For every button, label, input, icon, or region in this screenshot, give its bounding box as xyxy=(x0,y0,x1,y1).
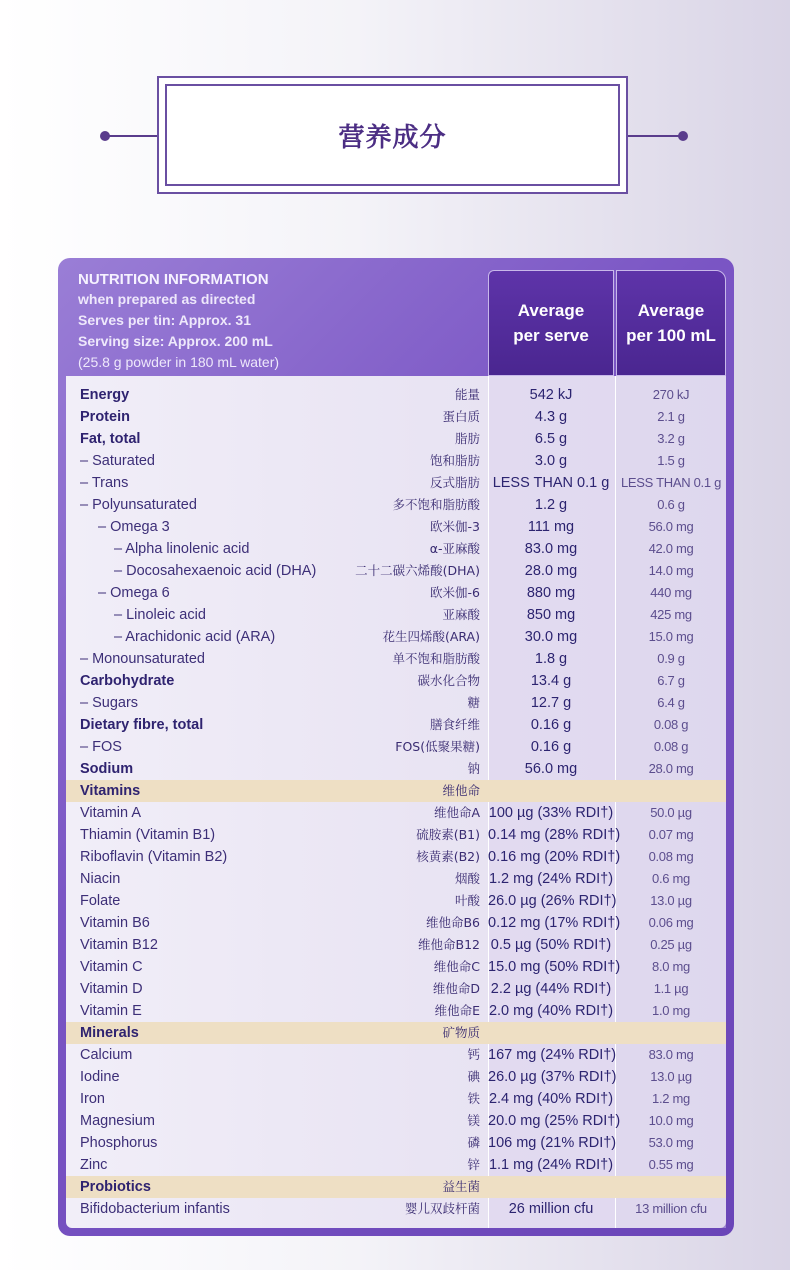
per-serve-value: 26 million cfu xyxy=(508,1201,594,1217)
nutrient-name: Dietary fibre, total xyxy=(80,717,204,733)
per-serve-value: 26.0 µg (26% RDI†) xyxy=(488,893,617,909)
per-serve-value: 0.16 mg (20% RDI†) xyxy=(488,849,621,865)
table-row xyxy=(66,1110,726,1132)
nutrient-name: Folate xyxy=(80,893,121,909)
table-row xyxy=(66,736,726,758)
per-100ml-value: 1.0 mg xyxy=(652,1003,690,1018)
per-serve-value: 880 mg xyxy=(526,585,576,601)
per-serve-value: 1.2 mg (24% RDI†) xyxy=(488,871,614,887)
per-100ml-value: LESS THAN 0.1 g xyxy=(620,475,722,490)
panel-header xyxy=(78,270,478,373)
nutrient-name: Minerals xyxy=(80,1025,139,1041)
nutrient-name-cn: 多不饱和脂肪酸 xyxy=(392,497,480,512)
nutrient-name-cn: 维他命 xyxy=(442,783,480,798)
page-title: 营养成分 xyxy=(338,122,447,153)
column-header-per-serve xyxy=(488,270,614,376)
nutrient-name-cn: 钠 xyxy=(467,761,480,776)
table-row xyxy=(66,956,726,978)
column-header-line: per serve xyxy=(513,326,589,345)
per-100ml-value: 0.25 µg xyxy=(650,937,692,952)
table-row xyxy=(66,846,726,868)
divider xyxy=(104,135,160,137)
nutrient-name-cn: 婴儿双歧杆菌 xyxy=(404,1201,480,1216)
nutrient-name-cn: 欧米伽-3 xyxy=(430,519,480,534)
nutrient-name: Vitamins xyxy=(80,783,141,799)
table-row xyxy=(66,1088,726,1110)
nutrient-name-cn: 维他命B6 xyxy=(425,915,480,930)
serving-size: Serving size: Approx. 200 mL xyxy=(78,333,273,349)
table-row xyxy=(66,978,726,1000)
nutrient-name: Thiamin (Vitamin B1) xyxy=(80,827,216,843)
nutrient-name-cn: 维他命B12 xyxy=(418,937,480,952)
nutrient-name-cn: 铁 xyxy=(467,1091,480,1106)
panel-heading: NUTRITION INFORMATION xyxy=(78,271,269,288)
per-serve-value: 13.4 g xyxy=(530,673,572,689)
nutrient-name: Sodium xyxy=(80,761,134,777)
nutrient-name: Zinc xyxy=(80,1157,108,1173)
nutrient-name-cn: 叶酸 xyxy=(454,893,480,908)
per-serve-value: 12.7 g xyxy=(530,695,572,711)
nutrient-name-cn: 维他命D xyxy=(432,981,480,996)
per-serve-value: 0.12 mg (17% RDI†) xyxy=(488,915,621,931)
per-100ml-value: 6.4 g xyxy=(657,695,685,710)
nutrient-name: – Omega 6 xyxy=(98,585,170,601)
per-100ml-value: 0.55 mg xyxy=(648,1157,694,1172)
per-100ml-value: 13.0 µg xyxy=(650,1069,692,1084)
per-100ml-value: 8.0 mg xyxy=(652,959,690,974)
nutrient-name-cn: 硫胺素(B1) xyxy=(416,827,480,842)
per-100ml-value: 15.0 mg xyxy=(648,629,694,644)
per-serve-value: 4.3 g xyxy=(534,409,568,425)
table-row xyxy=(66,890,726,912)
table-row xyxy=(66,912,726,934)
nutrient-name-cn: 维他命C xyxy=(433,959,480,974)
nutrient-name-cn: 反式脂肪 xyxy=(429,475,480,490)
title-section xyxy=(0,0,790,230)
nutrient-name: – Docosahexaenoic acid (DHA) xyxy=(114,563,317,579)
per-100ml-value: 1.5 g xyxy=(657,453,685,468)
per-100ml-value: 0.08 g xyxy=(653,717,689,732)
per-100ml-value: 0.9 g xyxy=(657,651,685,666)
nutrient-name-cn: α-亚麻酸 xyxy=(429,541,480,556)
nutrient-name: Phosphorus xyxy=(80,1135,158,1151)
nutrient-name-cn: 碳水化合物 xyxy=(417,673,480,688)
per-serve-value: 3.0 g xyxy=(534,453,568,469)
nutrient-name-cn: 碘 xyxy=(467,1069,480,1084)
column-header-per-100ml xyxy=(616,270,726,376)
nutrient-name-cn: 亚麻酸 xyxy=(442,607,480,622)
nutrition-table xyxy=(66,384,726,1220)
per-100ml-value: 3.2 g xyxy=(657,431,685,446)
nutrient-name: Probiotics xyxy=(80,1179,151,1195)
nutrient-name: Vitamin A xyxy=(80,805,141,821)
serves-per-tin: Serves per tin: Approx. 31 xyxy=(78,312,251,328)
nutrient-name: – Trans xyxy=(80,475,129,491)
divider xyxy=(628,135,684,137)
nutrient-name: Iodine xyxy=(80,1069,120,1085)
table-row xyxy=(66,604,726,626)
nutrient-name-cn: 益生菌 xyxy=(442,1179,480,1194)
nutrient-name: – Monounsaturated xyxy=(80,651,205,667)
section-header-row xyxy=(66,1176,726,1198)
per-serve-value: 0.16 g xyxy=(530,739,572,755)
per-serve-value: 15.0 mg (50% RDI†) xyxy=(488,959,621,975)
nutrient-name-cn: 钙 xyxy=(467,1047,480,1062)
nutrient-name: Bifidobacterium infantis xyxy=(80,1201,230,1217)
nutrient-name-cn: 磷 xyxy=(467,1135,480,1150)
per-100ml-value: 13 million cfu xyxy=(635,1201,707,1216)
table-row xyxy=(66,802,726,824)
per-serve-value: 83.0 mg xyxy=(524,541,578,557)
nutrient-name: – Sugars xyxy=(80,695,139,711)
per-serve-value: 167 mg (24% RDI†) xyxy=(488,1047,617,1063)
per-100ml-value: 53.0 mg xyxy=(648,1135,694,1150)
table-row xyxy=(66,868,726,890)
table-row xyxy=(66,450,726,472)
nutrient-name-cn: 维他命E xyxy=(434,1003,480,1018)
table-row xyxy=(66,406,726,428)
table-row xyxy=(66,1132,726,1154)
per-serve-value: 850 mg xyxy=(526,607,576,623)
table-row xyxy=(66,824,726,846)
table-row xyxy=(66,516,726,538)
nutrient-name: Protein xyxy=(80,409,130,425)
per-serve-value: 0.5 µg (50% RDI†) xyxy=(490,937,612,953)
per-100ml-value: 0.6 mg xyxy=(652,871,690,886)
nutrient-name-cn: 维他命A xyxy=(433,805,480,820)
per-100ml-value: 1.1 µg xyxy=(653,981,689,996)
nutrient-name: Vitamin E xyxy=(80,1003,142,1019)
nutrient-name: Calcium xyxy=(80,1047,133,1063)
per-serve-value: 542 kJ xyxy=(529,387,573,403)
per-100ml-value: 1.2 mg xyxy=(652,1091,690,1106)
nutrient-name: Iron xyxy=(80,1091,105,1107)
nutrient-name-cn: 饱和脂肪 xyxy=(429,453,480,468)
nutrient-name-cn: 能量 xyxy=(454,387,480,402)
table-row xyxy=(66,1154,726,1176)
table-row xyxy=(66,582,726,604)
nutrient-name: – Polyunsaturated xyxy=(80,497,197,513)
per-100ml-value: 0.08 mg xyxy=(648,849,694,864)
table-row xyxy=(66,494,726,516)
nutrient-name-cn: FOS(低聚果糖) xyxy=(395,739,480,754)
title-box-inner xyxy=(165,84,620,186)
per-100ml-value: 2.1 g xyxy=(657,409,685,424)
per-100ml-value: 28.0 mg xyxy=(648,761,694,776)
per-100ml-value: 425 mg xyxy=(650,607,692,622)
nutrient-name: – Linoleic acid xyxy=(114,607,206,623)
nutrient-name: Vitamin B6 xyxy=(80,915,150,931)
nutrient-name: Carbohydrate xyxy=(80,673,175,689)
nutrient-name-cn: 欧米伽-6 xyxy=(430,585,480,600)
table-row xyxy=(66,538,726,560)
nutrient-name-cn: 矿物质 xyxy=(442,1025,480,1040)
per-100ml-value: 0.06 mg xyxy=(648,915,694,930)
nutrient-name: – Arachidonic acid (ARA) xyxy=(114,629,276,645)
per-serve-value: 6.5 g xyxy=(534,431,568,447)
per-100ml-value: 42.0 mg xyxy=(648,541,694,556)
per-serve-value: 2.0 mg (40% RDI†) xyxy=(488,1003,614,1019)
table-row xyxy=(66,1044,726,1066)
per-100ml-value: 6.7 g xyxy=(657,673,685,688)
per-serve-value: 2.4 mg (40% RDI†) xyxy=(488,1091,614,1107)
title-box xyxy=(157,76,628,194)
table-row xyxy=(66,1066,726,1088)
per-100ml-value: 56.0 mg xyxy=(648,519,694,534)
per-100ml-value: 0.6 g xyxy=(657,497,685,512)
section-header-row xyxy=(66,1022,726,1044)
nutrient-name: – Omega 3 xyxy=(98,519,170,535)
nutrient-name-cn: 花生四烯酸(ARA) xyxy=(382,629,480,644)
table-row xyxy=(66,934,726,956)
per-serve-value: 0.14 mg (28% RDI†) xyxy=(488,827,621,843)
nutrient-name: – Saturated xyxy=(80,453,155,469)
per-100ml-value: 50.0 µg xyxy=(650,805,692,820)
per-serve-value: LESS THAN 0.1 g xyxy=(492,475,610,491)
table-row xyxy=(66,648,726,670)
column-header-line: per 100 mL xyxy=(626,326,716,345)
column-header-line: Average xyxy=(517,301,585,320)
section-header-row xyxy=(66,780,726,802)
nutrient-name: – FOS xyxy=(80,739,122,755)
per-100ml-value: 10.0 mg xyxy=(648,1113,694,1128)
table-row xyxy=(66,384,726,406)
dot-ornament xyxy=(678,131,688,141)
per-serve-value: 20.0 mg (25% RDI†) xyxy=(488,1113,621,1129)
per-serve-value: 111 mg xyxy=(527,519,575,535)
per-serve-value: 26.0 µg (37% RDI†) xyxy=(488,1069,617,1085)
table-row xyxy=(66,758,726,780)
serving-note: (25.8 g powder in 180 mL water) xyxy=(78,354,280,370)
per-100ml-value: 13.0 µg xyxy=(650,893,692,908)
per-serve-value: 30.0 mg xyxy=(524,629,578,645)
nutrient-name-cn: 二十二碳六烯酸(DHA) xyxy=(355,563,480,578)
table-row xyxy=(66,670,726,692)
per-serve-value: 0.16 g xyxy=(530,717,572,733)
table-row xyxy=(66,560,726,582)
table-row xyxy=(66,626,726,648)
per-serve-value: 2.2 µg (44% RDI†) xyxy=(490,981,612,997)
table-row xyxy=(66,692,726,714)
per-serve-value: 28.0 mg xyxy=(524,563,578,579)
nutrient-name: Riboflavin (Vitamin B2) xyxy=(80,849,228,865)
per-100ml-value: 0.08 g xyxy=(653,739,689,754)
nutrient-name-cn: 蛋白质 xyxy=(442,409,480,424)
nutrient-name: Niacin xyxy=(80,871,121,887)
nutrient-name-cn: 核黄素(B2) xyxy=(416,849,480,864)
nutrient-name: – Alpha linolenic acid xyxy=(114,541,250,557)
nutrient-name: Fat, total xyxy=(80,431,141,447)
nutrient-name-cn: 单不饱和脂肪酸 xyxy=(392,651,480,666)
nutrient-name-cn: 锌 xyxy=(467,1157,480,1172)
per-100ml-value: 83.0 mg xyxy=(648,1047,694,1062)
nutrient-name: Energy xyxy=(80,387,130,403)
dot-ornament xyxy=(100,131,110,141)
column-header-line: Average xyxy=(637,301,705,320)
nutrient-name-cn: 烟酸 xyxy=(454,871,480,886)
nutrient-name-cn: 镁 xyxy=(467,1113,480,1128)
table-row xyxy=(66,1000,726,1022)
per-serve-value: 1.2 g xyxy=(534,497,568,513)
nutrient-name: Vitamin D xyxy=(80,981,143,997)
nutrient-name-cn: 脂肪 xyxy=(454,431,480,446)
nutrient-name-cn: 膳食纤维 xyxy=(429,717,480,732)
per-serve-value: 1.1 mg (24% RDI†) xyxy=(488,1157,614,1173)
table-row xyxy=(66,1198,726,1220)
panel-subheading: when prepared as directed xyxy=(78,291,256,307)
table-row xyxy=(66,428,726,450)
per-serve-value: 100 µg (33% RDI†) xyxy=(488,805,614,821)
per-100ml-value: 0.07 mg xyxy=(648,827,694,842)
per-100ml-value: 440 mg xyxy=(650,585,692,600)
per-100ml-value: 14.0 mg xyxy=(648,563,694,578)
per-serve-value: 56.0 mg xyxy=(524,761,578,777)
nutrient-name: Vitamin B12 xyxy=(80,937,158,953)
per-serve-value: 1.8 g xyxy=(534,651,568,667)
nutrient-name: Vitamin C xyxy=(80,959,143,975)
table-row xyxy=(66,472,726,494)
nutrient-name-cn: 糖 xyxy=(467,695,480,710)
per-100ml-value: 270 kJ xyxy=(652,387,690,402)
table-row xyxy=(66,714,726,736)
per-serve-value: 106 mg (21% RDI†) xyxy=(488,1135,617,1151)
nutrient-name: Magnesium xyxy=(80,1113,155,1129)
